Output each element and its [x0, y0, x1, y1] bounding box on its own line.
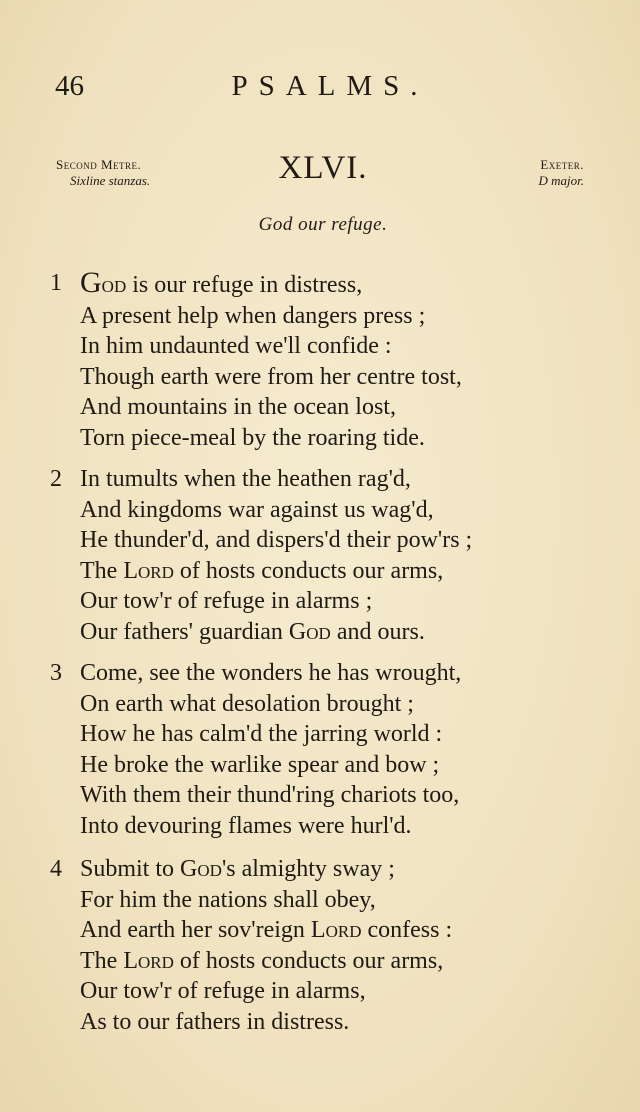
verse-text: He thunder'd, and dispers'd their pow'rs ;	[80, 527, 473, 553]
running-head: PSALMS.	[231, 70, 429, 102]
verse-text: Into devouring flames were hurl'd.	[80, 812, 412, 839]
small-caps-text: ord	[137, 557, 174, 584]
verse-text: of hosts conducts our arms,	[173, 947, 444, 974]
verse-line	[80, 854, 452, 885]
small-caps-text: ord	[137, 947, 174, 974]
verse-text: 's almighty sway ;	[221, 856, 395, 882]
psalm-number: XLVI.	[278, 150, 368, 186]
verse-text: In tumults when the heathen rag'd,	[80, 466, 411, 492]
verse-line	[80, 780, 461, 811]
capital-letter: G	[80, 266, 102, 299]
capital-letter: G	[288, 618, 307, 645]
capital-letter: L	[123, 947, 138, 974]
verse-text: And earth her sov'reign	[80, 917, 311, 943]
page-number: 46	[55, 70, 84, 102]
verse-text: For him the nations shall obey,	[80, 886, 376, 913]
verse-text: And mountains in the ocean lost,	[80, 394, 396, 420]
stanza-number: 2	[50, 466, 62, 492]
verse-text: is our refuge in distress,	[126, 272, 363, 298]
verse-line	[80, 915, 452, 946]
tune-name: Exeter.	[540, 157, 584, 172]
verse-text: The	[80, 947, 124, 974]
verse-text: Torn piece-meal by the roaring tide.	[80, 424, 425, 451]
verse-line	[80, 946, 452, 977]
verse-text: Submit to	[80, 856, 181, 882]
verse-text: of hosts conducts our arms,	[173, 557, 444, 584]
verse-line	[80, 658, 461, 689]
verse-line	[80, 689, 461, 720]
verse-text: A present help when dangers press ;	[80, 302, 426, 329]
verse-line	[80, 617, 472, 648]
verse-text: Our tow'r of refuge in alarms ;	[80, 588, 373, 614]
small-caps-text: od	[306, 618, 331, 645]
verse-text: On earth what desolation brought ;	[80, 690, 414, 717]
stanza-lines	[80, 268, 462, 453]
verse-text: Though earth were from her centre tost,	[80, 363, 462, 390]
verse-text: How he has calm'd the jarring world :	[80, 721, 443, 747]
verse-text: Our fathers' guardian	[80, 618, 289, 645]
verse-text: With them their thund'ring chariots too,	[80, 782, 460, 808]
verse-line	[80, 719, 461, 750]
stanza-lines	[80, 854, 452, 1037]
verse-line	[80, 556, 472, 587]
verse-line	[80, 750, 461, 781]
small-caps-text: ord	[325, 917, 362, 943]
verse-text: As to our fathers in distress.	[80, 1008, 350, 1035]
capital-letter: L	[310, 917, 326, 943]
verse-text: The	[80, 557, 124, 584]
verse-line	[80, 268, 462, 301]
tune-key: D major.	[538, 173, 584, 188]
verse-line	[80, 423, 462, 454]
stanza-number: 1	[50, 270, 62, 296]
verse-line	[80, 885, 452, 916]
stanza-lines	[80, 658, 461, 841]
verse-text: Our tow'r of refuge in alarms,	[80, 978, 366, 1004]
verse-text: and ours.	[330, 618, 425, 645]
stanza-number: 3	[50, 660, 62, 686]
capital-letter: G	[180, 856, 198, 882]
verse-text: Come, see the wonders he has wrought,	[80, 660, 462, 686]
verse-line	[80, 811, 461, 842]
verse-line	[80, 464, 472, 495]
meter-line: Second Metre.	[56, 157, 142, 172]
verse-line	[80, 331, 462, 362]
verse-line	[80, 392, 462, 423]
verse-text: He broke the warlike spear and bow ;	[80, 751, 440, 778]
small-caps-text: od	[197, 856, 222, 882]
verse-text: And kingdoms war against us wag'd,	[80, 496, 434, 523]
verse-line	[80, 301, 462, 332]
verse-line	[80, 976, 452, 1007]
verse-line	[80, 586, 472, 617]
tune-note	[538, 157, 584, 189]
psalm-subtitle: God our refuge.	[258, 214, 388, 235]
stanza-form-line: Sixline stanzas.	[70, 173, 151, 188]
stanza-lines	[80, 464, 472, 647]
verse-line	[80, 495, 472, 526]
verse-text: In him undaunted we'll confide :	[80, 333, 392, 359]
verse-text: confess :	[361, 917, 453, 943]
small-caps-text: od	[101, 272, 127, 298]
verse-line	[80, 362, 462, 393]
stanza-number: 4	[50, 856, 62, 882]
verse-line	[80, 525, 472, 556]
capital-letter: L	[123, 557, 138, 584]
verse-line	[80, 1007, 452, 1038]
